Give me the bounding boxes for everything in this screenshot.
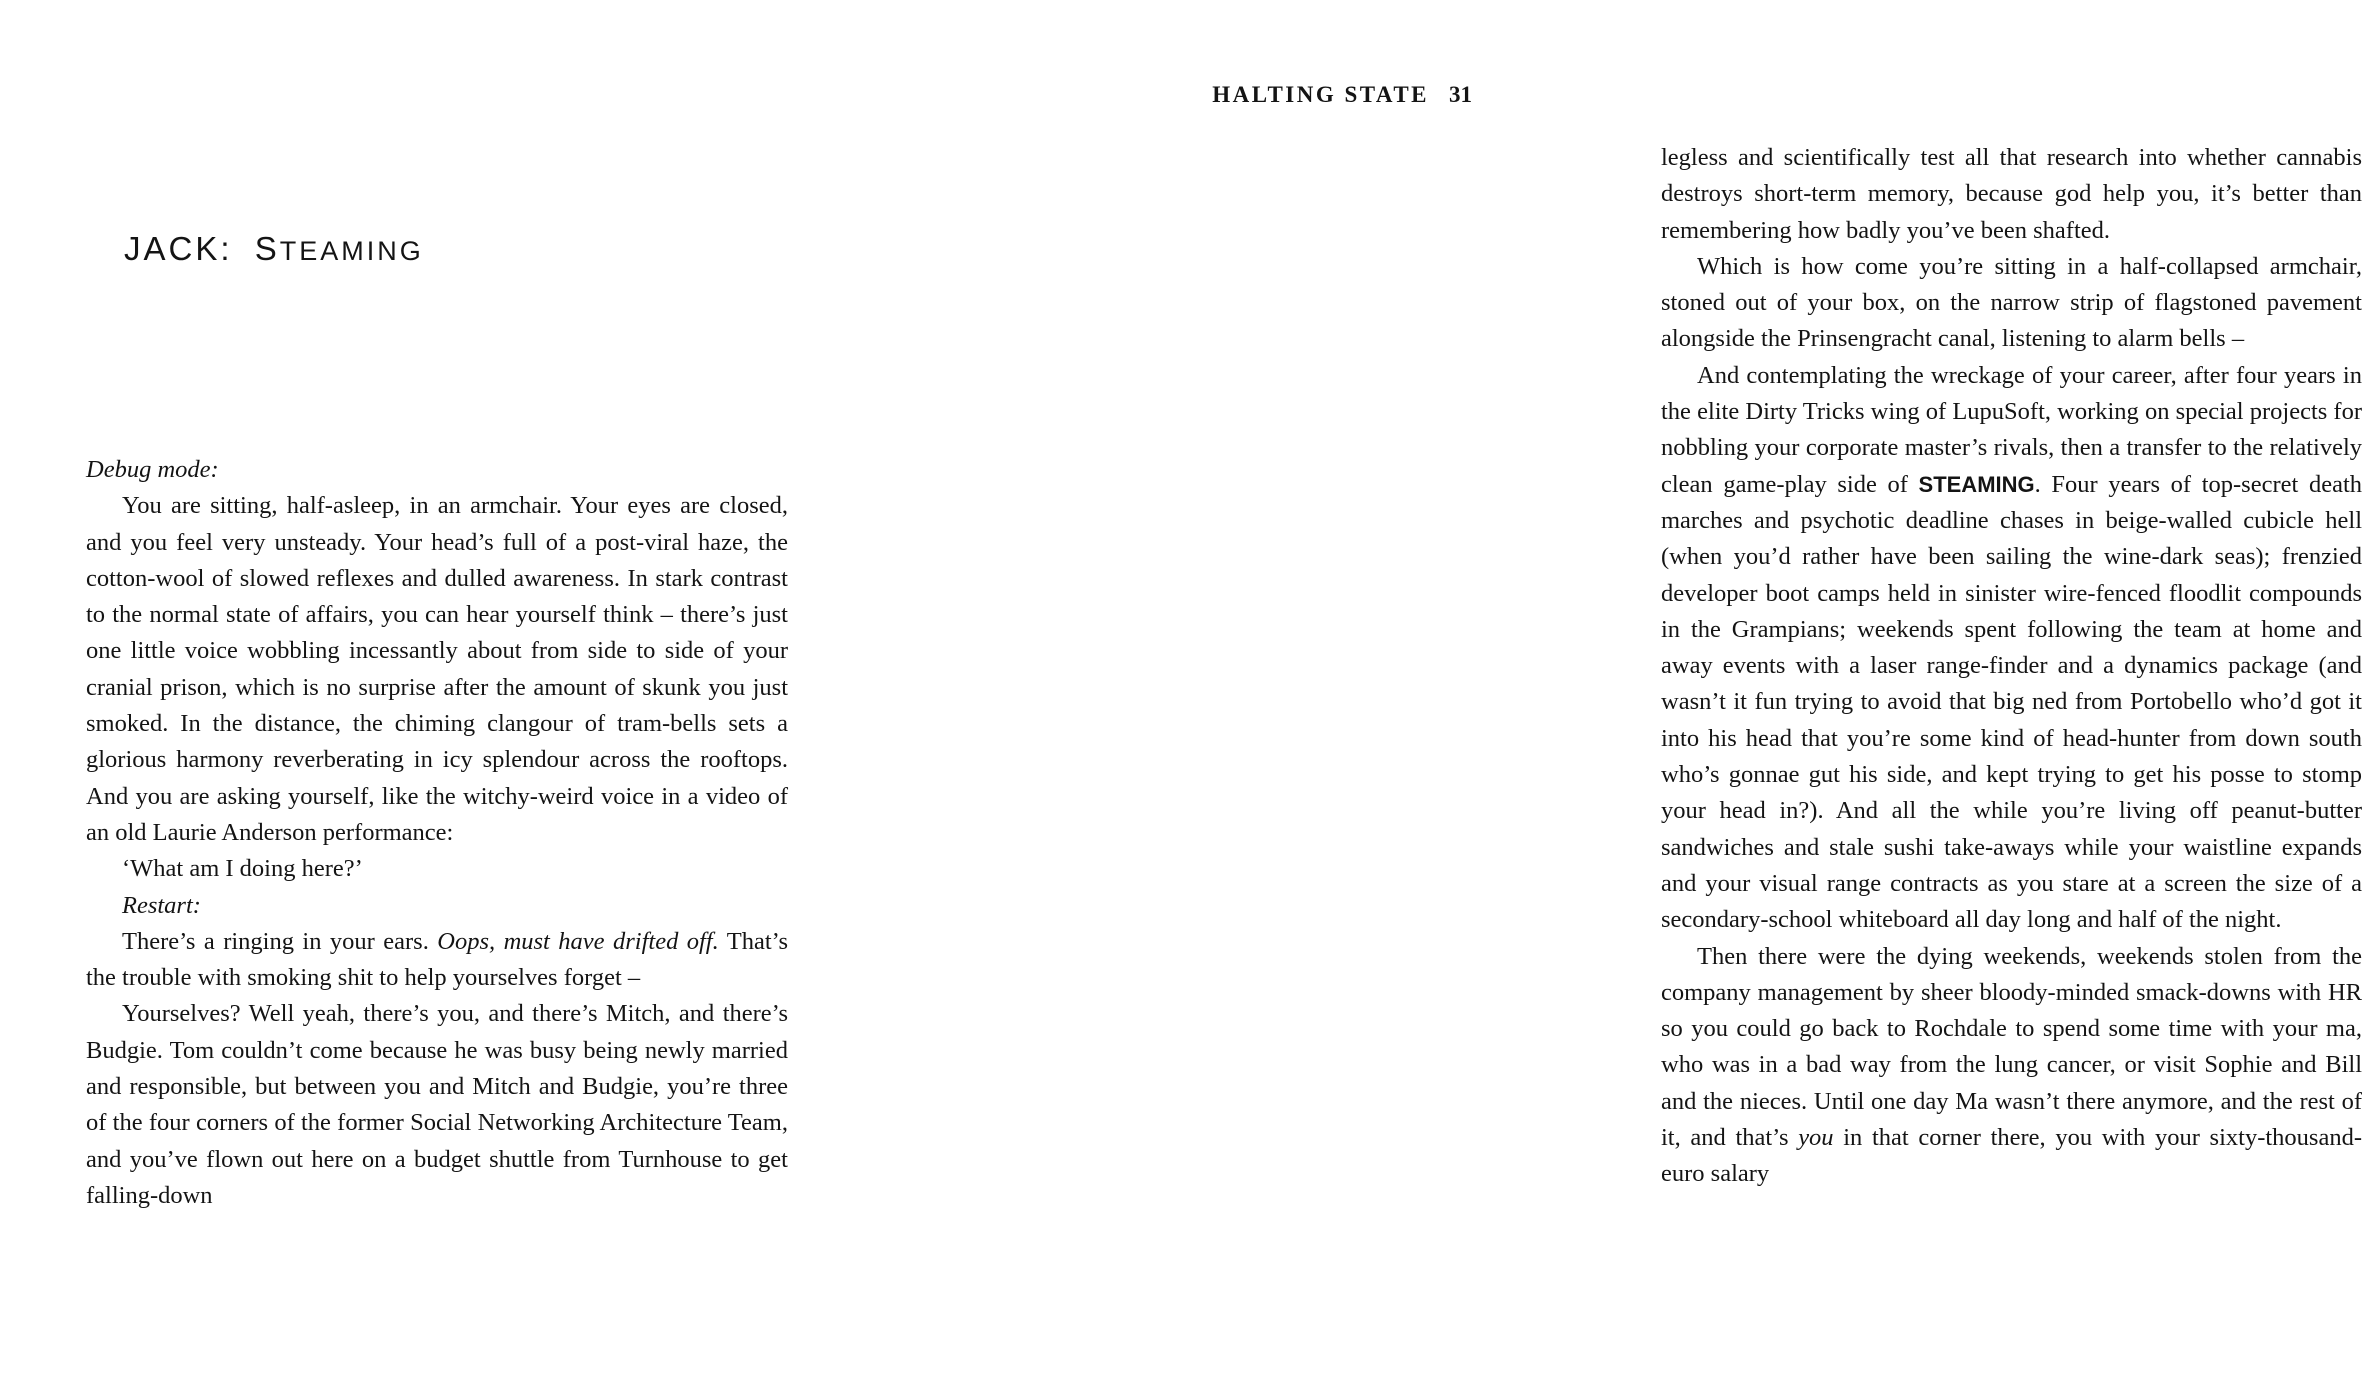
restart-label: Restart: <box>122 891 201 919</box>
debug-mode-label: Debug mode: <box>86 456 219 483</box>
paragraph: Then there were the dying weekends, weekends stolen from the company management by sheer bloody-minded smack-downs with HR so you could go back to Rochdale to spend some time with your ma, who was in a bad way from the lung cancer, or visit Sophie and Bill and the nieces. Until one day Ma wasn’t there anymore, and the rest of it, and that’s you in that corner there, you with your sixty-thousand-euro salary <box>1661 942 2362 1188</box>
paragraph: Yourselves? Well yeah, there’s you, and there’s Mitch, and there’s Budgie. Tom couldn’t come because he was busy being newly married and responsible, but between you and Mitch and Budgie, you’re three of the four corners of the former Social Networking Architecture Team, and you’ve flown out here on a budget shuttle from Turnhouse to get falling-down <box>86 1000 788 1209</box>
paragraph: And contemplating the wreckage of your career, after four years in the elite Dirty Tricks wing of LupuSoft, working on special projects for nobbling your corporate master’s rivals, then a transfer to the relatively clean game-play side of STEAMING. Four years of top-secret death marches and psychotic deadline chases in beige-walled cubicle hell (when you’d rather have been sailing the wine-dark seas); frenzied developer boot camps held in sinister wire-fenced floodlit compounds in the Grampians; weekends spent following the team at home and away events with a laser range-finder and a dynamics package (and wasn’t it fun trying to avoid that big ned from Portobello who’d got it into his head that you’re some kind of head-hunter from down south who’s gonnae gut his side, and kept trying to get his posse to stomp your head in?). And all the while you’re living off peanut-butter sandwiches and stale sushi take-aways while your waistline expands and your visual range contracts as you stare at a screen the size of a secondary-school whiteboard all day long and half of the night. <box>1661 361 2362 934</box>
chapter-subtitle-rest: TEAMING <box>279 236 424 266</box>
paragraph: ‘What am I doing here?’ <box>122 855 363 883</box>
page-number: 31 <box>1449 82 1472 107</box>
paragraph: There’s a ringing in your ears. Oops, must have drifted off. That’s the trouble with smoking shit to help yourselves forget – <box>86 927 788 992</box>
right-page-body <box>1661 140 2362 1193</box>
right-page <box>816 0 2362 1379</box>
paragraph: Which is how come you’re sitting in a half-collapsed armchair, stoned out of your box, on the narrow strip of flagstoned pavement alongside the Prinsengracht canal, listening to alarm bells – <box>1661 252 2362 353</box>
paragraph: You are sitting, half-asleep, in an armchair. Your eyes are closed, and you feel very unsteady. Your head’s full of a post-viral haze, the cotton-wool of slowed reflexes and dulled awareness. In stark contrast to the normal state of affairs, you can hear yourself think – there’s just one little voice wobbling incessantly about from side to side of your cranial prison, which is no surprise after the amount of skunk you just smoked. In the distance, the chiming clangour of tram-bells sets a glorious harmony reverberating in icy splendour across the rooftops. And you are asking yourself, like the witchy-weird voice in a video of an old Laurie Anderson performance: <box>86 492 788 846</box>
left-page-body <box>86 452 788 1214</box>
left-page <box>0 0 816 1379</box>
chapter-character-name: JACK: <box>124 230 233 267</box>
game-name: STEAMING <box>1918 471 2035 497</box>
chapter-subtitle-initial: S <box>254 230 280 267</box>
running-head <box>1212 82 1472 108</box>
book-title: HALTING STATE <box>1212 82 1429 107</box>
chapter-title <box>124 232 424 265</box>
paragraph: legless and scientifically test all that research into whether cannabis destroys short-term memory, because god help you, it’s better than remembering how badly you’ve been shafted. <box>1661 144 2362 244</box>
